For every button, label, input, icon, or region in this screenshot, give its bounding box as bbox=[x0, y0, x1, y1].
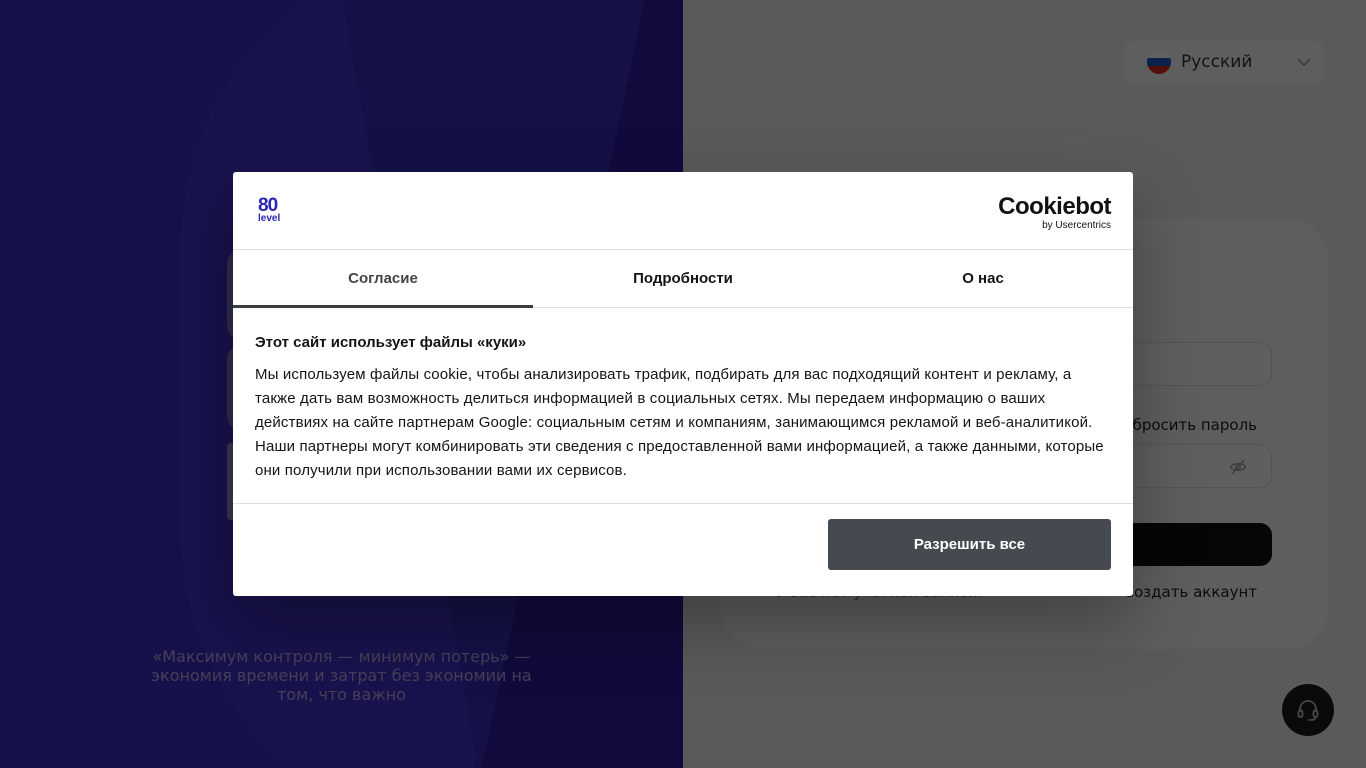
allow-all-button[interactable]: Разрешить все bbox=[828, 519, 1111, 570]
cookiebot-logo[interactable]: Cookiebot by Usercentrics bbox=[998, 193, 1111, 231]
tab-details[interactable]: Подробности bbox=[633, 270, 733, 287]
tab-about[interactable]: О нас bbox=[962, 270, 1004, 287]
dialog-title: Этот сайт использует файлы «куки» bbox=[255, 334, 527, 351]
tab-consent[interactable]: Согласие bbox=[233, 250, 533, 307]
dialog-header bbox=[233, 172, 1133, 250]
cookie-consent-dialog bbox=[233, 172, 1133, 596]
dialog-description: Мы используем файлы cookie, чтобы анализировать трафик, подбирать для вас подходящий контент и рекламу, а также дать вам возможность делиться информацией в социальных сетях. Мы передаем информацию о ваших действиях на сайте партнерам Google: социальным сетям и компаниям, занимающимся рекламой и веб-аналитикой. Наши партнеры могут комбинировать эти сведения с предоставленной вами информацией, а также данными, которые они получили при использовании вами их сервисов. bbox=[255, 366, 1104, 479]
brand-logo: 80 level bbox=[258, 195, 281, 224]
dialog-body bbox=[233, 308, 1133, 504]
dialog-tabs bbox=[233, 250, 1133, 308]
dialog-footer bbox=[233, 504, 1133, 596]
